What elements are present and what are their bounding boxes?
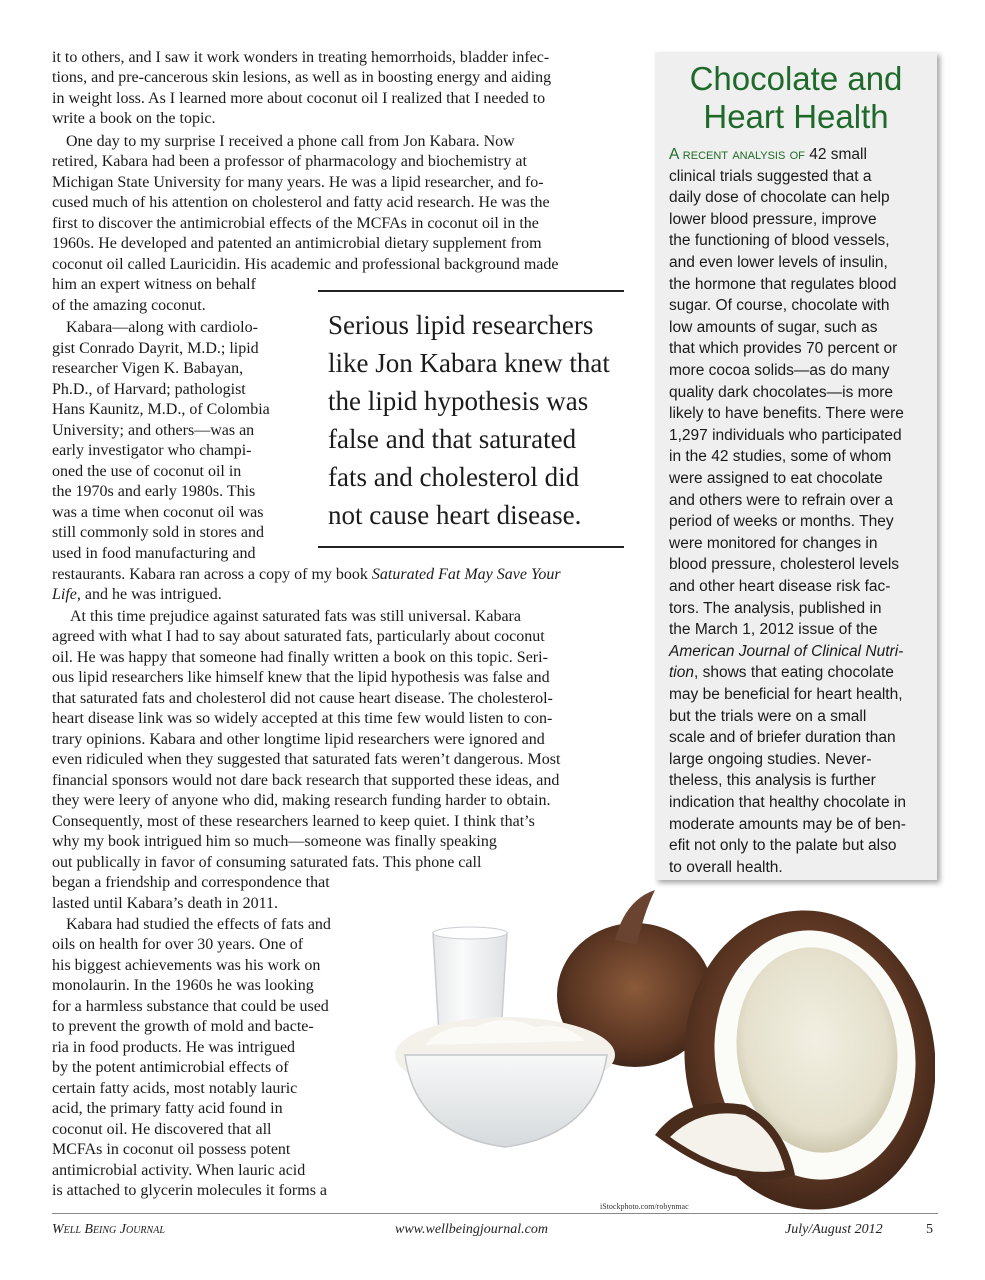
- pull-quote: [318, 290, 624, 548]
- body-line: coconut oil called Lauricidin. His academic and professional background made: [52, 256, 559, 273]
- body-line: was a time when coconut oil was: [52, 504, 264, 521]
- body-line: to prevent the growth of mold and bacte-: [52, 1018, 314, 1035]
- sidebar-line: indication that healthy chocolate in: [669, 794, 906, 811]
- sidebar-line: likely to have benefits. There were: [669, 405, 904, 423]
- sidebar-line: were assigned to eat chocolate: [669, 470, 883, 487]
- sidebar-line: 1,297 individuals who participated: [669, 426, 902, 444]
- footer-divider: [52, 1213, 938, 1214]
- body-line: cused much of his attention on cholesterol and fatty acid research. He was the: [52, 194, 550, 211]
- body-line: why my book intrigued him so much—someone was finally speaking: [52, 833, 497, 850]
- body-line: Kabara—along with cardiolo-: [66, 319, 258, 336]
- sidebar-line: low amounts of sugar, such as: [669, 318, 878, 336]
- body-line: coconut oil. He discovered that all: [52, 1121, 272, 1138]
- body-line: began a friendship and correspondence that: [52, 874, 330, 891]
- sidebar-line: the March 1, 2012 issue of the: [669, 621, 878, 639]
- body-line: in weight loss. As I learned more about coconut oil I realized that I needed to: [52, 90, 546, 107]
- pull-quote-line: fats and cholesterol did: [328, 462, 580, 492]
- sidebar-line: tors. The analysis, published in: [669, 599, 882, 617]
- sidebar-lead: A recent analysis of: [669, 146, 805, 163]
- coconut-photo: [385, 885, 935, 1215]
- sidebar-line: clinical trials suggested that a: [669, 167, 872, 185]
- body-line: agreed with what I had to say about saturated fats, particularly about coconut: [52, 628, 545, 645]
- body-text: restaurants. Kabara ran across a copy of my book: [52, 566, 372, 583]
- body-line: heart disease link was so widely accepted at this time few would listen to con-: [52, 710, 553, 727]
- body-line: Michigan State University for many years. He was a lipid researcher, and fo-: [52, 174, 544, 191]
- sidebar-text: , shows that eating chocolate: [694, 664, 894, 682]
- sidebar-line: may be beneficial for heart health,: [669, 686, 903, 703]
- body-line: Consequently, most of these researchers learned to keep quiet. I think that’s: [52, 813, 535, 830]
- body-line: they were leery of anyone who did, making research funding harder to obtain.: [52, 792, 551, 809]
- body-line: oned the use of coconut oil in: [52, 463, 242, 480]
- body-line: financial sponsors would not dare back research that supported these ideas, and: [52, 772, 560, 789]
- milk-surface: [433, 927, 507, 939]
- body-line: that saturated fats and cholesterol did not cause heart disease. The cholesterol-: [52, 690, 553, 707]
- sidebar-line: and other heart disease risk fac-: [669, 578, 891, 595]
- sidebar-line: efit not only to the palate but also: [669, 837, 897, 855]
- body-line: University; and others—was an: [52, 422, 255, 439]
- sidebar-line: the hormone that regulates blood: [669, 275, 897, 293]
- body-line: At this time prejudice against saturated fats was still universal. Kabara: [70, 608, 521, 625]
- glass-bowl: [405, 1055, 607, 1147]
- sidebar-title-line: Chocolate and: [689, 60, 903, 97]
- body-line: out publically in favor of consuming saturated fats. This phone call: [52, 854, 482, 871]
- body-line: retired, Kabara had been a professor of pharmacology and biochemistry at: [52, 153, 527, 170]
- sidebar-box: [655, 52, 937, 880]
- body-text: and he was intrigued.: [80, 586, 222, 603]
- body-line: oil. He was happy that someone had finally written a book on this topic. Seri-: [52, 649, 548, 666]
- sidebar-line: and even lower levels of insulin,: [669, 254, 888, 271]
- body-line: Hans Kaunitz, M.D., of Colombia: [52, 401, 270, 418]
- body-line: [52, 585, 222, 605]
- body-line: is attached to glycerin molecules it forms a: [52, 1182, 328, 1199]
- body-line: gist Conrado Dayrit, M.D.; lipid: [52, 340, 259, 357]
- body-line: One day to my surprise I received a phone call from Jon Kabara. Now: [66, 133, 515, 150]
- book-title-end: Life,: [52, 586, 81, 603]
- body-line: researcher Vigen K. Babayan,: [52, 360, 244, 377]
- sidebar-line: theless, this analysis is further: [669, 772, 876, 790]
- body-line: the 1970s and early 1980s. This: [52, 483, 256, 500]
- sidebar-line: daily dose of chocolate can help: [669, 189, 890, 207]
- body-line: Ph.D., of Harvard; pathologist: [52, 381, 246, 398]
- sidebar-line: moderate amounts may be of ben-: [669, 815, 906, 833]
- body-line: it to others, and I saw it work wonders in treating hemorrhoids, bladder infec-: [52, 49, 550, 66]
- sidebar-line: [669, 144, 867, 166]
- body-line: lasted until Kabara’s death in 2011.: [52, 895, 279, 912]
- sidebar-line: sugar. Of course, chocolate with: [669, 297, 890, 315]
- body-line: Kabara had studied the effects of fats and: [66, 916, 331, 933]
- footer-url[interactable]: www.wellbeingjournal.com: [395, 1222, 548, 1237]
- body-line: him an expert witness on behalf: [52, 276, 256, 293]
- sidebar-line: [669, 641, 903, 663]
- sidebar-line: more cocoa solids—as do many: [669, 362, 890, 379]
- book-title: Saturated Fat May Save Your: [371, 566, 561, 583]
- sidebar-line: [669, 662, 894, 684]
- sidebar-line: scale and of briefer duration than: [669, 729, 896, 747]
- sidebar-line: period of weeks or months. They: [669, 513, 894, 531]
- body-line: 1960s. He developed and patented an antimicrobial dietary supplement from: [52, 235, 542, 252]
- sidebar-title: [655, 60, 937, 136]
- body-line: early investigator who champi-: [52, 442, 252, 459]
- sidebar-line: large ongoing studies. Never-: [669, 750, 872, 768]
- sidebar-line: that which provides 70 percent or: [669, 340, 898, 358]
- body-line: trary opinions. Kabara and other longtime lipid researchers were ignored and: [52, 731, 545, 748]
- body-line: antimicrobial activity. When lauric acid: [52, 1162, 306, 1179]
- sidebar-line: in the 42 studies, some of whom: [669, 448, 892, 466]
- body-line: ous lipid researchers like himself knew that the lipid hypothesis was false and: [52, 669, 550, 686]
- body-line: of the amazing coconut.: [52, 297, 206, 314]
- journal-title: American Journal of Clinical Nutri-: [669, 642, 904, 660]
- footer-journal-name: Well Being Journal: [52, 1222, 165, 1237]
- pull-quote-line: the lipid hypothesis was: [328, 386, 589, 416]
- body-line: acid, the primary fatty acid found in: [52, 1100, 283, 1117]
- pull-quote-line: false and that saturated: [328, 424, 577, 454]
- body-line: ria in food products. He was intrigued: [52, 1039, 296, 1056]
- photo-credit: iStockphoto.com/robynmac: [600, 1202, 689, 1211]
- sidebar-line: the functioning of blood vessels,: [669, 232, 890, 250]
- body-line: even ridiculed when they suggested that saturated fats weren’t dangerous. Most: [52, 751, 561, 768]
- sidebar-text: 42 small: [804, 146, 867, 163]
- sidebar-line: but the trials were on a small: [669, 707, 867, 725]
- body-line: for a harmless substance that could be used: [52, 998, 329, 1015]
- footer-issue-date: July/August 2012: [785, 1222, 883, 1237]
- pull-quote-line: like Jon Kabara knew that: [328, 348, 610, 378]
- body-line: first to discover the antimicrobial effects of the MCFAs in coconut oil in the: [52, 215, 539, 232]
- body-line: tions, and pre-cancerous skin lesions, as well as in boosting energy and aiding: [52, 69, 552, 86]
- pull-quote-line: Serious lipid researchers: [328, 310, 594, 340]
- sidebar-title-line: Heart Health: [703, 98, 889, 135]
- sidebar-line: blood pressure, cholesterol levels: [669, 556, 900, 574]
- body-line: monolaurin. In the 1960s he was looking: [52, 977, 314, 994]
- body-line: MCFAs in coconut oil possess potent: [52, 1141, 291, 1158]
- sidebar-line: were monitored for changes in: [669, 534, 878, 552]
- body-line: used in food manufacturing and: [52, 545, 256, 562]
- page-number: 5: [926, 1222, 933, 1237]
- body-line: write a book on the topic.: [52, 110, 216, 127]
- body-line: by the potent antimicrobial effects of: [52, 1059, 289, 1076]
- pull-quote-line: not cause heart disease.: [328, 500, 582, 530]
- body-line: still commonly sold in stores and: [52, 524, 264, 541]
- journal-title-end: tion: [669, 664, 694, 682]
- sidebar-line: and others were to refrain over a: [669, 491, 894, 509]
- body-line: oils on health for over 30 years. One of: [52, 936, 304, 953]
- sidebar-line: to overall health.: [669, 858, 783, 876]
- sidebar-line: quality dark chocolates—is more: [669, 383, 893, 401]
- body-line: [52, 565, 561, 585]
- body-line: certain fatty acids, most notably lauric: [52, 1080, 298, 1097]
- sidebar-line: lower blood pressure, improve: [669, 210, 877, 228]
- body-line: his biggest achievements was his work on: [52, 957, 321, 974]
